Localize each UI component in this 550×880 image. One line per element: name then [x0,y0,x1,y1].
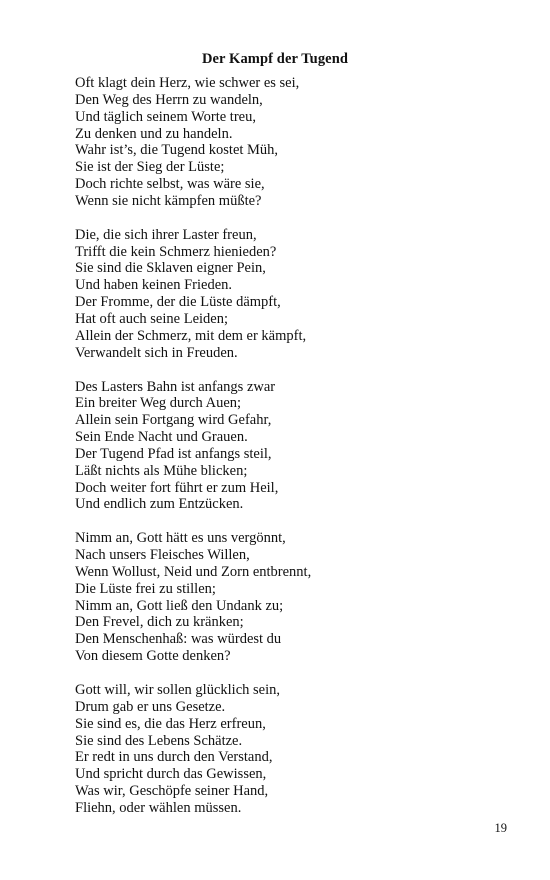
poem-line: Doch weiter fort führt er zum Heil, [75,479,279,496]
stanza-4 [75,530,495,665]
poem-line: Verwandelt sich in Freuden. [75,344,238,361]
poem-line: Sie sind die Sklaven eigner Pein, [75,260,266,277]
page-number: 19 [494,821,507,835]
poem-line: Fliehn, oder wählen müssen. [75,799,242,816]
poem-line: Und täglich seinem Worte treu, [75,108,256,125]
stanza-3 [75,379,495,514]
poem-line: Allein der Schmerz, mit dem er kämpft, [75,327,307,344]
poem-line: Gott will, wir sollen glücklich sein, [75,682,280,698]
poem-title: Der Kampf der Tugend [201,51,349,67]
poem-line: Und endlich zum Entzücken. [75,496,244,513]
stanza-1 [75,75,495,210]
poem-line: Doch richte selbst, was wäre sie, [75,176,265,193]
poem-line: Der Tugend Pfad ist anfangs steil, [75,445,272,462]
poem-line: Er redt in uns durch den Verstand, [75,749,273,766]
poem-line: Sie ist der Sieg der Lüste; [75,159,225,176]
stanza-2 [75,227,495,362]
poem-line: Wenn Wollust, Neid und Zorn entbrennt, [75,563,312,580]
poem-line: Der Fromme, der die Lüste dämpft, [75,294,281,311]
poem-line: Des Lasters Bahn ist anfangs zwar [75,378,276,395]
poem-line: Was wir, Geschöpfe seiner Hand, [75,783,269,800]
poem-line: Drum gab er uns Gesetze. [75,698,226,715]
poem-line: Nimm an, Gott hätt es uns vergönnt, [75,530,286,547]
poem-line: Wenn sie nicht kämpfen müßte? [75,192,262,209]
poem-body [75,75,495,834]
poem-line: Den Weg des Herrn zu wandeln, [75,91,263,108]
poem-line: Und haben keinen Frieden. [75,277,233,294]
poem-line: Wahr ist’s, die Tugend kostet Müh, [75,142,279,159]
poem-line: Zu denken und zu handeln. [75,125,233,142]
poem-line: Oft klagt dein Herz, wie schwer es sei, [75,75,300,91]
poem-line: Allein sein Fortgang wird Gefahr, [75,412,272,429]
poem-line: Sein Ende Nacht und Grauen. [75,429,248,446]
stanza-5 [75,682,495,817]
poem-line: Läßt nichts als Mühe blicken; [75,462,248,479]
poem-line: Sie sind des Lebens Schätze. [75,732,243,749]
poem-line: Ein breiter Weg durch Auen; [75,395,242,412]
poem-line: Die Lüste frei zu stillen; [75,580,216,597]
poem-line: Von diesem Gotte denken? [75,648,231,665]
poem-line: Trifft die kein Schmerz hienieden? [75,243,277,260]
poem-line: Und spricht durch das Gewissen, [75,766,267,783]
poem-line: Nimm an, Gott ließ den Undank zu; [75,597,284,614]
poem-line: Den Menschenhaß: was würdest du [75,631,282,648]
poem-line: Die, die sich ihrer Laster freun, [75,226,257,243]
poem-line: Hat oft auch seine Leiden; [75,310,228,327]
poem-line: Den Frevel, dich zu kränken; [75,614,244,631]
poem-line: Nach unsers Fleisches Willen, [75,547,250,564]
poem-line: Sie sind es, die das Herz erfreun, [75,715,266,732]
